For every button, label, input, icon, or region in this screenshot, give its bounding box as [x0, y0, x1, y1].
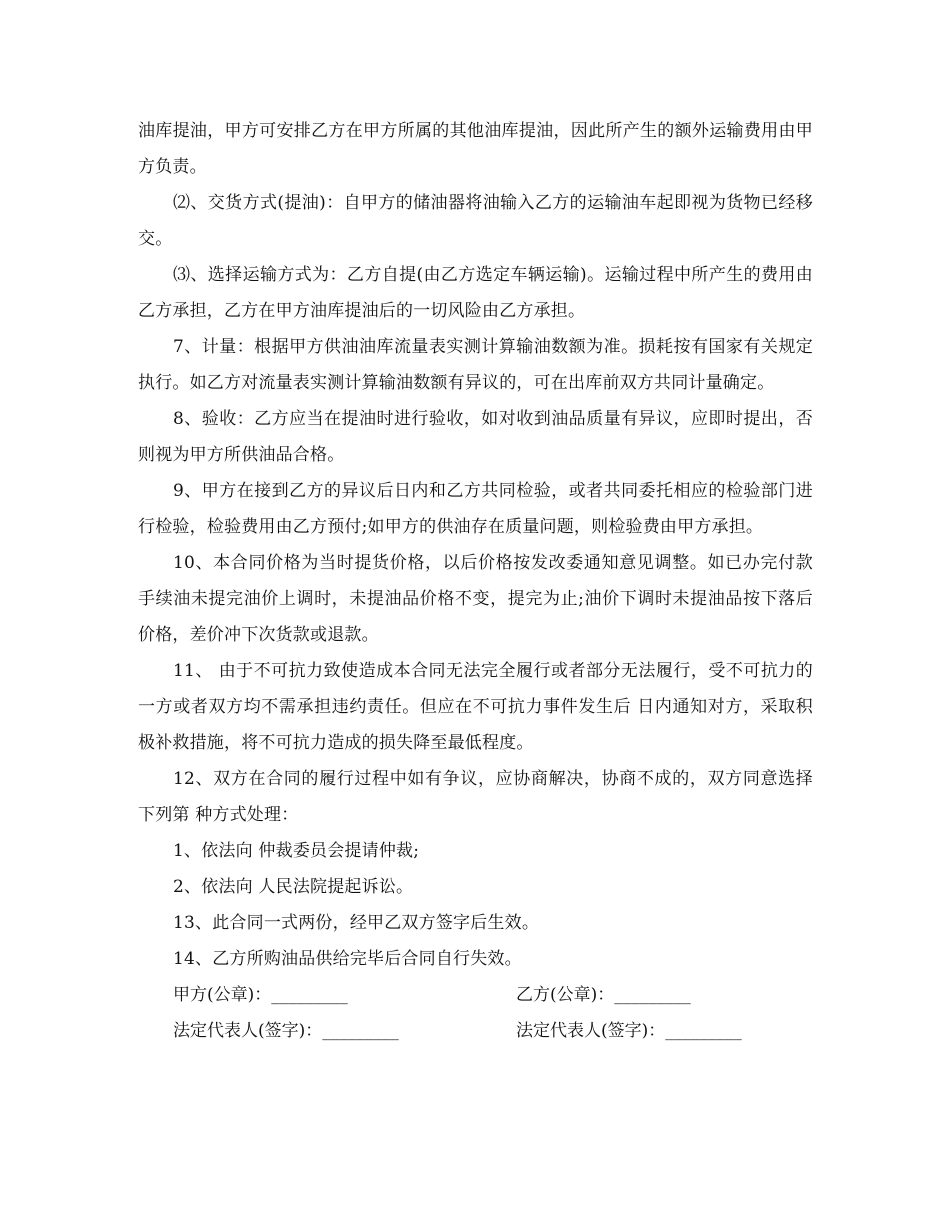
signature-block: [138, 977, 813, 1049]
contract-body: [138, 113, 813, 1049]
paragraph-option-1-arbitration: 1、依法向 仲裁委员会提请仲裁;: [173, 841, 420, 861]
party-b-seal-line: 乙方(公章)：_________: [515, 985, 691, 1005]
paragraph-clause-13-copies: 13、此合同一式两份，经甲乙双方签字后生效。: [173, 913, 540, 933]
paragraph-delivery-method: ⑵、交货方式(提油)：自甲方的储油器将油输入乙方的运输油车起即视为货物已经移交。: [138, 193, 813, 249]
paragraph-clause-12-disputes: 12、双方在合同的履行过程中如有争议，应协商解决，协商不成的，双方同意选择下列第 种方式处理：: [138, 769, 813, 825]
party-a-representative-line: 法定代表人(签字)：_________: [173, 1021, 399, 1041]
paragraph-clause-10-price: 10、本合同价格为当时提货价格，以后价格按发改委通知意见调整。如已办完付款手续油未提完油价上调时，未提油品价格不变，提完为止;油价下调时未提油品按下落后价格，差价冲下次货款或退款。: [138, 553, 813, 645]
paragraph-option-2-litigation: 2、依法向 人民法院提起诉讼。: [173, 877, 414, 897]
paragraph-clause-9-inspection: 9、甲方在接到乙方的异议后日内和乙方共同检验，或者共同委托相应的检验部门进行检验，检验费用由乙方预付;如甲方的供油存在质量问题，则检验费由甲方承担。: [138, 481, 813, 537]
paragraph-transport-method: ⑶、选择运输方式为：乙方自提(由乙方选定车辆运输)。运输过程中所产生的费用由乙方承担，乙方在甲方油库提油后的一切风险由乙方承担。: [138, 265, 813, 321]
party-b-representative-line: 法定代表人(签字)：_________: [515, 1021, 742, 1041]
signature-row-representative: [138, 1013, 813, 1049]
paragraph-clause-7-measurement: 7、计量：根据甲方供油油库流量表实测计算输油数额为准。损耗按有国家有关规定执行。如乙方对流量表实测计算输油数额有异议的，可在出库前双方共同计量确定。: [138, 337, 813, 393]
paragraph-continuation: 油库提油，甲方可安排乙方在甲方所属的其他油库提油，因此所产生的额外运输费用由甲方负责。: [138, 121, 813, 177]
paragraph-clause-8-acceptance: 8、验收：乙方应当在提油时进行验收，如对收到油品质量有异议，应即时提出，否则视为甲方所供油品合格。: [138, 409, 813, 465]
party-a-seal-line: 甲方(公章)：_________: [173, 985, 348, 1005]
paragraph-clause-11-force-majeure: 11、 由于不可抗力致使造成本合同无法完全履行或者部分无法履行，受不可抗力的一方或者双方均不需承担违约责任。但应在不可抗力事件发生后 日内通知对方，采取积极补救措施，将不可抗力造成的损失降至最低程度。: [138, 661, 813, 753]
paragraph-clause-14-expiry: 14、乙方所购油品供给完毕后合同自行失效。: [173, 949, 522, 969]
signature-row-seal: [138, 977, 813, 1013]
